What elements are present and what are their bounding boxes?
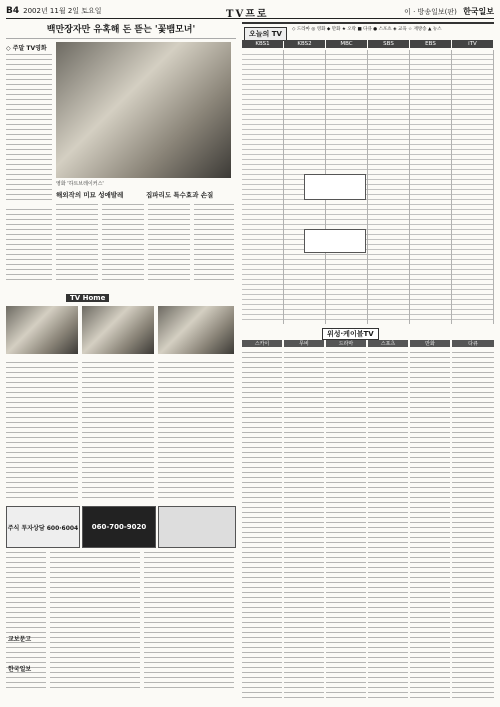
- channel-header: EBS: [410, 40, 451, 48]
- feature-subhead-1: 해외작의 미묘 성애발레: [56, 191, 124, 199]
- tv-home-label: TV Home: [66, 294, 109, 302]
- feature-text-column: [6, 207, 52, 282]
- satellite-column-header: 드라마: [326, 340, 366, 347]
- feature-photo: [56, 42, 231, 178]
- satellite-title: 위성·케이블TV: [322, 328, 379, 340]
- channel-header: MBC: [326, 40, 367, 48]
- listing-column: [368, 350, 408, 698]
- channel-header: iTV: [452, 40, 493, 48]
- page-header: [6, 4, 494, 19]
- article-photo: [82, 306, 154, 354]
- satellite-column-header: 다큐: [452, 340, 494, 347]
- channel-header-row: [242, 40, 494, 48]
- header-right-note: 이 · 방송일보(판): [404, 8, 457, 16]
- article-photo: [158, 306, 234, 354]
- article-text: [6, 360, 78, 502]
- feature-text-column: [194, 202, 234, 282]
- feature-text-column: [148, 202, 190, 282]
- feature-subhead-2: 집파리도 특수효과 손질: [146, 191, 214, 199]
- channel-header: KBS1: [242, 40, 283, 48]
- feature-article: [6, 22, 236, 290]
- issue-date: 2002년 11월 2일 토요일: [23, 7, 102, 15]
- feature-text-column: [56, 202, 98, 282]
- advertisement: 주식 투자상담 600·6004: [6, 506, 80, 548]
- header-right: [404, 6, 494, 17]
- channel-header: KBS2: [284, 40, 325, 48]
- article-text: [82, 360, 154, 502]
- satellite-cable-schedule: [242, 328, 494, 700]
- feature-text-column: [102, 202, 144, 282]
- feature-kicker: ◇ 주말 TV영화: [6, 45, 47, 52]
- listing-column: [284, 350, 324, 698]
- satellite-column-header: 스카이: [242, 340, 282, 347]
- ad-label: 교보문고: [8, 636, 32, 643]
- listing-text: [144, 550, 234, 690]
- listing-column: [242, 350, 282, 698]
- schedule-grid: [242, 50, 494, 324]
- satellite-column-header: 무비: [284, 340, 324, 347]
- listing-column: [452, 350, 494, 698]
- channel-header: SBS: [368, 40, 409, 48]
- feature-text-column: [6, 52, 52, 202]
- bottom-left-section: [6, 294, 236, 700]
- advertisement: 060-700-9020: [82, 506, 156, 548]
- highlight-box: [304, 174, 366, 200]
- advertisement-photo: [158, 506, 236, 548]
- ad-label: 한국일보: [8, 666, 32, 673]
- section-title: TV프로: [226, 9, 269, 20]
- newspaper-brand: 한국일보: [463, 6, 494, 16]
- newspaper-page: [6, 4, 494, 703]
- satellite-column-header: 스포츠: [368, 340, 408, 347]
- schedule-title: 오늘의 TV: [244, 27, 287, 41]
- listing-column: [410, 350, 450, 698]
- photo-caption: 영화 '하트브레이커스': [56, 181, 104, 187]
- article-text: [158, 360, 234, 502]
- article-photo: [6, 306, 78, 354]
- listing-column: [326, 350, 366, 698]
- listing-text: [50, 550, 140, 690]
- page-number: B4: [6, 6, 20, 16]
- tv-schedule: [242, 22, 494, 324]
- satellite-column-header: 만화: [410, 340, 450, 347]
- feature-headline: 백만장자만 유혹해 돈 뜯는 '꽃뱀모녀': [6, 22, 236, 39]
- highlight-box: [304, 229, 366, 253]
- schedule-legend: ◇ 드라마 ◎ 영화 ◆ 만화 ★ 오락 ■ 다큐 ● 스포츠 ◈ 교육 ☆ 재방송 ▲ 뉴스: [292, 27, 442, 32]
